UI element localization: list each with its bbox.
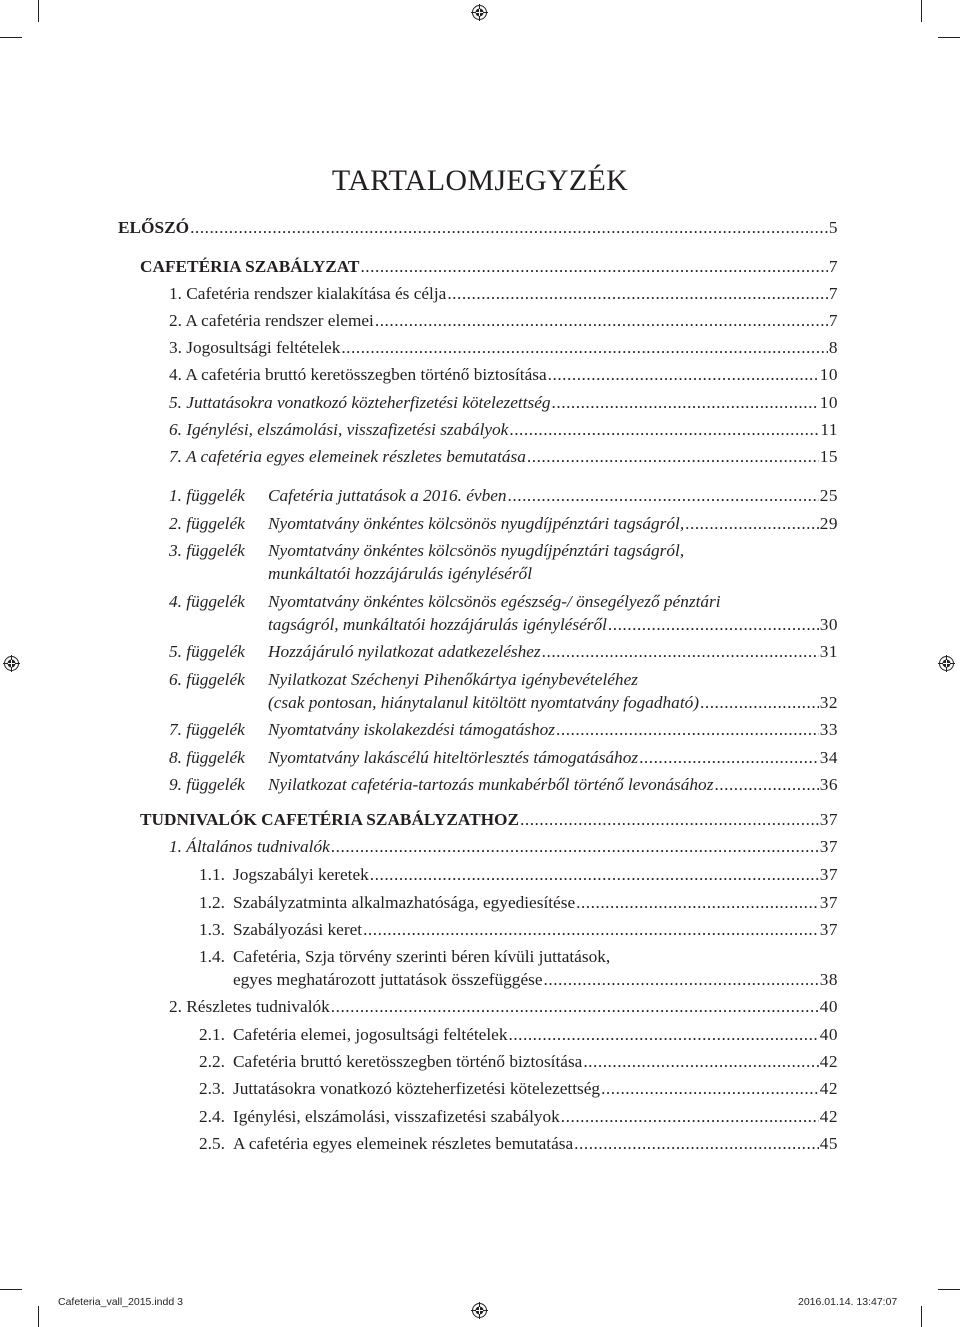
toc-page-number: 25 [819,486,838,505]
crop-mark [938,37,960,38]
dot-leader [542,641,819,663]
toc-page-number: 10 [819,365,838,384]
section-number: 1.2. [199,893,225,912]
toc-entry-general-4[interactable] [233,969,838,991]
toc-page-number: 10 [819,393,838,412]
toc-page-number: 37 [819,865,838,884]
dot-leader [548,364,819,386]
toc-entry-label: (csak pontosan, hiánytalanul kitöltött nyomtatvány fogadható) [268,692,700,712]
appendix-number: 2. függelék [169,513,245,533]
toc-entry-label: Nyilatkozat cafetéria-tartozás munkabérből történő levonásához [268,775,714,794]
toc-page-number: 5 [828,218,838,237]
toc-entry-rule-4[interactable] [169,364,838,386]
toc-entry-label: Nyomtatvány önkéntes kölcsönös nyugdíjpénztári tagságról, [268,513,685,533]
section-title: Cafetéria, Szja törvény szerinti béren kívüli juttatások, [233,947,611,966]
toc-entry-label: 7. A cafetéria egyes elemeinek részletes bemutatása [169,447,526,466]
section-number: 1.4. [199,947,225,966]
toc-entry-notes[interactable] [140,809,838,831]
toc-page-number: 42 [819,1107,838,1126]
toc-entry-detailed[interactable] [169,996,838,1018]
dot-leader [331,836,819,858]
crop-mark [921,1306,922,1327]
appendix-number: 5. függelék [169,642,245,661]
toc-entry-label: Nyomtatvány lakáscélú hiteltörlesztés támogatásához [268,747,639,767]
dot-leader [601,1078,819,1100]
dot-leader [370,864,819,886]
registration-mark-icon [938,655,955,672]
appendix-number: 4. függelék [169,591,245,611]
toc-page-number: 15 [819,447,838,466]
toc-entry-appendix-8[interactable] [268,747,838,769]
toc-page-number: 29 [819,513,838,533]
crop-mark [938,1289,960,1290]
registration-mark-icon [3,655,20,672]
toc-entry-label: Cafetéria elemei, jogosultsági feltételek [233,1025,508,1044]
toc-page-number: 42 [819,1079,838,1098]
dot-leader [714,774,818,796]
toc-entry-appendix-6[interactable] [268,692,838,714]
toc-entry-label: Hozzájáruló nyilatkozat adatkezeléshez [268,642,541,661]
dot-leader [544,969,819,991]
dot-leader [331,996,819,1018]
dot-leader [375,310,828,332]
toc-page-number: 40 [819,997,838,1016]
toc-page-number: 33 [819,720,838,739]
dot-leader [520,809,819,831]
section-number: 2.3. [199,1079,225,1098]
toc-entry-label: Szabályzatminta alkalmazhatósága, egyediesítése [233,893,576,912]
appendix-title: munkáltatói hozzájárulás igényléséről [268,564,533,583]
toc-entry-label: Igénylési, elszámolási, visszafizetési szabályok [233,1107,560,1126]
section-number: 2.4. [199,1107,225,1126]
toc-entry-general-2[interactable] [233,892,838,914]
toc-page-number: 36 [819,775,838,794]
toc-entry-detailed-1[interactable] [233,1024,838,1046]
toc-entry-label: 1. Általános tudnivalók [169,837,330,856]
toc-entry-appendix-1[interactable] [268,485,838,507]
toc-entry-label: tagságról, munkáltatói hozzájárulás igényléséről [268,614,607,634]
dot-leader [700,692,819,714]
toc-page-number: 45 [819,1134,838,1153]
page-title: TARTALOMJEGYZÉK [331,164,629,197]
dot-leader [608,614,819,636]
appendix-number: 8. függelék [169,747,245,767]
toc-entry-label: Cafetéria bruttó keretösszegben történő biztosítása [233,1052,583,1071]
toc-entry-general-1[interactable] [233,864,838,886]
toc-page-number: 7 [828,284,838,303]
toc-entry-label: Cafetéria juttatások a 2016. évben [268,486,507,505]
toc-entry-label: 4. A cafetéria bruttó keretösszegben történő biztosítása [169,365,547,384]
toc-page-number: 37 [819,893,838,912]
dot-leader [509,419,819,441]
toc-page-number: 37 [819,920,838,939]
toc-page-number: 40 [819,1025,838,1044]
toc-page-number: 30 [819,614,838,634]
registration-mark-icon [471,4,488,21]
toc-page-number: 7 [828,311,838,330]
toc-entry-rule-1[interactable] [169,283,838,305]
toc-entry-rules[interactable] [140,256,838,278]
toc-entry-rule-6[interactable] [169,419,838,441]
appendix-number: 7. függelék [169,720,245,739]
dot-leader [576,892,819,914]
dot-leader [508,1024,818,1046]
dot-leader [508,485,819,507]
dot-leader [639,747,819,769]
appendix-title: Nyomtatvány önkéntes kölcsönös egészség-/ önsegélyező pénztári [268,591,721,611]
toc-entry-general[interactable] [169,836,838,858]
toc-entry-appendix-9[interactable] [268,774,838,796]
crop-mark [0,37,22,38]
section-number: 2.5. [199,1134,225,1153]
toc-page-number: 11 [820,420,838,439]
toc-page-number: 7 [828,257,838,276]
toc-entry-appendix-7[interactable] [268,719,838,741]
appendix-number: 1. függelék [169,486,245,505]
toc-entry-appendix-5[interactable] [268,641,838,663]
section-number: 2.2. [199,1052,225,1071]
toc-entry-rule-3[interactable] [169,337,838,359]
toc-page-number: 34 [819,747,838,767]
registration-mark-icon [471,1302,488,1319]
section-number: 1.1. [199,865,225,884]
dot-leader [190,217,828,239]
toc-entry-appendix-2[interactable] [268,513,838,535]
toc-entry-label: 1. Cafetéria rendszer kialakítása és célja [169,284,447,303]
toc-entry-general-3[interactable] [233,919,838,941]
dot-leader [527,446,819,468]
toc-entry-label: Szabályozási keret [233,920,363,939]
appendix-number: 9. függelék [169,775,245,794]
dot-leader [574,1133,819,1155]
dot-leader [556,719,819,741]
dot-leader [685,513,819,535]
toc-entry-rule-5[interactable] [169,392,838,414]
toc-entry-detailed-2[interactable] [233,1051,838,1073]
appendix-number: 3. függelék [169,541,245,560]
toc-entry-rule-7[interactable] [169,446,838,468]
crop-mark [921,0,922,22]
toc-entry-label: 3. Jogosultsági feltételek [169,338,341,357]
toc-entry-label: Nyomtatvány iskolakezdési támogatáshoz [268,720,556,739]
toc-entry-label: ELŐSZÓ [118,218,190,237]
dot-leader [447,283,828,305]
appendix-title: Nyomtatvány önkéntes kölcsönös nyugdíjpénztári tagságról, [268,541,685,560]
toc-page-number: 32 [819,692,838,712]
dot-leader [552,392,819,414]
toc-entry-detailed-5[interactable] [233,1133,838,1155]
appendix-number: 6. függelék [169,669,245,689]
toc-entry-detailed-3[interactable] [233,1078,838,1100]
toc-entry-label: egyes meghatározott juttatások összefüggése [233,970,543,989]
toc-page-number: 31 [819,642,838,661]
toc-entry-label: 6. Igénylési, elszámolási, visszafizetési szabályok [169,420,509,439]
toc-page-number: 37 [819,837,838,856]
toc-entry-appendix-4[interactable] [268,614,838,636]
toc-entry-label: TUDNIVALÓK CAFETÉRIA SZABÁLYZATHOZ [140,810,520,829]
toc-page-number: 8 [828,338,838,357]
dot-leader [341,337,828,359]
toc-page-number: 37 [819,810,838,829]
toc-entry-label: CAFETÉRIA SZABÁLYZAT [140,257,360,276]
dot-leader [561,1106,819,1128]
crop-mark [0,1289,22,1290]
toc-page-number: 38 [819,970,838,989]
toc-entry-label: A cafetéria egyes elemeinek részletes bemutatása [233,1134,574,1153]
dot-leader [360,256,827,278]
toc-page-number: 42 [819,1052,838,1071]
section-number: 1.3. [199,920,225,939]
footer-file-name: Cafeteria_vall_2015.indd 3 [58,1296,183,1308]
dot-leader [583,1051,818,1073]
toc-entry-label: Jogszabályi keretek [233,865,369,884]
crop-mark [38,0,39,22]
crop-mark [38,1306,39,1327]
toc-entry-label: 5. Juttatásokra vonatkozó közteherfizetési kötelezettség [169,393,551,412]
toc-entry-label: 2. A cafetéria rendszer elemei [169,311,374,330]
appendix-title: Nyilatkozat Széchenyi Pihenőkártya igénybevételéhez [268,669,638,689]
toc-entry-label: Juttatásokra vonatkozó közteherfizetési kötelezettség [233,1079,601,1098]
footer-timestamp: 2016.01.14. 13:47:07 [798,1296,898,1308]
toc-entry-label: 2. Részletes tudnivalók [169,997,330,1016]
dot-leader [363,919,819,941]
toc-entry-rule-2[interactable] [169,310,838,332]
section-number: 2.1. [199,1025,225,1044]
toc-entry-preface[interactable] [118,217,838,239]
toc-entry-detailed-4[interactable] [233,1106,838,1128]
